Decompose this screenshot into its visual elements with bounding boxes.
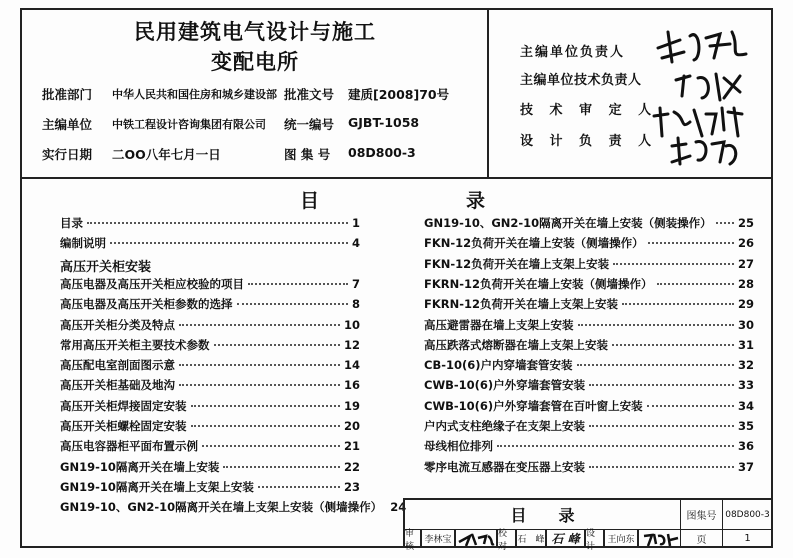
dot-leader bbox=[202, 445, 340, 447]
toc-entry-page: 21 bbox=[343, 439, 360, 454]
page-number: 1 bbox=[722, 529, 773, 548]
responsible-label: 技 术 审 定 人 bbox=[520, 103, 658, 118]
toc-entry-page: 30 bbox=[737, 317, 754, 332]
toc-heading-right: 录 bbox=[466, 190, 486, 212]
toc-entry-title: 高压开关柜分类及特点 bbox=[60, 317, 175, 332]
dot-leader bbox=[497, 445, 734, 447]
reviewer-signature bbox=[455, 529, 497, 548]
toc-entry[interactable] bbox=[424, 377, 754, 395]
toc-entry-title: CWB-10(6)户外穿墙套管安装 bbox=[424, 378, 586, 393]
checker-signature: 石 峰 bbox=[546, 529, 585, 548]
toc-entry-page: 4 bbox=[351, 236, 360, 251]
toc-entry-title: CWB-10(6)户外穿墙套管在百叶窗上安装 bbox=[424, 398, 643, 413]
dot-leader bbox=[191, 425, 340, 427]
dot-leader bbox=[647, 405, 734, 407]
toc-entry-page: 19 bbox=[343, 398, 360, 413]
responsible-label: 主编单位负责人 bbox=[520, 45, 626, 60]
dot-leader bbox=[589, 466, 734, 468]
toc-entry[interactable] bbox=[60, 296, 360, 314]
toc-entry[interactable] bbox=[60, 317, 360, 335]
dot-leader bbox=[657, 283, 734, 285]
dot-leader bbox=[214, 344, 340, 346]
toc-entry-title: 高压配电室剖面图示意 bbox=[60, 358, 175, 373]
toc-entry-title: 高压避雷器在墙上支架上安装 bbox=[424, 317, 574, 332]
toc-entry-title: 母线相位排列 bbox=[424, 439, 493, 454]
toc-entry-title: GN19-10隔离开关在墙上支架上安装 bbox=[60, 479, 254, 494]
dot-leader bbox=[577, 364, 734, 366]
meta-value: 中铁工程设计咨询集团有限公司 bbox=[112, 118, 266, 131]
dot-leader bbox=[648, 242, 734, 244]
toc-entry[interactable] bbox=[60, 418, 360, 436]
dot-leader bbox=[179, 324, 340, 326]
toc-entry[interactable] bbox=[60, 398, 360, 416]
toc-entry-page: 23 bbox=[343, 479, 360, 494]
dot-leader bbox=[191, 405, 340, 407]
designer-name: 王向东 bbox=[604, 529, 638, 548]
toc-entry-page: 35 bbox=[737, 419, 754, 433]
dot-leader bbox=[613, 263, 734, 265]
toc-entry-page: 34 bbox=[737, 398, 754, 413]
toc-entry-title: 常用高压开关柜主要技术参数 bbox=[60, 337, 210, 352]
dot-leader bbox=[258, 486, 340, 488]
toc-entry[interactable] bbox=[60, 215, 360, 233]
toc-entry-page: 14 bbox=[343, 358, 360, 373]
dot-leader bbox=[179, 364, 340, 366]
toc-entry[interactable] bbox=[424, 357, 754, 375]
toc-entry-page: 16 bbox=[343, 378, 360, 393]
dot-leader bbox=[110, 242, 348, 244]
meta-value: GJBT-1058 bbox=[348, 115, 420, 130]
toc-entry-page: 20 bbox=[343, 419, 360, 433]
toc-entry-page: 25 bbox=[737, 216, 754, 230]
toc-entry-page: 1 bbox=[351, 216, 360, 230]
design-label: 设计 bbox=[585, 529, 604, 548]
meta-value: 建质[2008]70号 bbox=[348, 87, 450, 102]
toc-entry-page: 28 bbox=[737, 276, 754, 291]
atlas-label: 图集号 bbox=[680, 498, 723, 530]
atlas-number: 08D800-3 bbox=[722, 498, 773, 530]
divider bbox=[20, 177, 773, 179]
toc-entry[interactable] bbox=[60, 276, 360, 294]
meta-value: 二OO八年七月一日 bbox=[112, 147, 221, 162]
responsible-label: 主编单位技术负责人 bbox=[520, 73, 642, 88]
toc-entry-title: GN19-10、GN2-10隔离开关在墙上支架上安装（侧墙操作） bbox=[60, 500, 383, 515]
toc-entry-title: 编制说明 bbox=[60, 236, 106, 251]
toc-entry-title: CB-10(6)户内穿墙套管安装 bbox=[424, 358, 573, 373]
toc-entry-title: 零序电流互感器在变压器上安装 bbox=[424, 459, 585, 474]
dot-leader bbox=[87, 222, 348, 224]
toc-entry[interactable] bbox=[60, 479, 360, 497]
toc-entry[interactable] bbox=[60, 256, 360, 274]
dot-leader bbox=[589, 425, 734, 427]
toc-heading-left: 目 bbox=[300, 190, 320, 212]
toc-entry-title: GN19-10隔离开关在墙上安装 bbox=[60, 459, 220, 474]
toc-entry[interactable] bbox=[424, 337, 754, 355]
toc-entry[interactable] bbox=[424, 418, 754, 436]
toc-entry[interactable] bbox=[60, 337, 360, 355]
toc-entry-title: 高压开关柜焊接固定安装 bbox=[60, 398, 187, 413]
toc-entry-title: FKRN-12负荷开关在墙上支架上安装 bbox=[424, 297, 619, 312]
dot-leader bbox=[589, 384, 734, 386]
toc-entry-page: 36 bbox=[737, 439, 754, 454]
review-label: 审核 bbox=[403, 529, 421, 548]
atlas-title: 民用建筑电气设计与施工 bbox=[134, 20, 376, 44]
toc-entry[interactable] bbox=[424, 398, 754, 416]
toc-entry[interactable] bbox=[424, 459, 754, 477]
toc-entry[interactable] bbox=[60, 459, 360, 477]
meta-label: 图 集 号 bbox=[284, 147, 331, 162]
toc-entry[interactable] bbox=[60, 499, 407, 517]
dot-leader bbox=[716, 222, 734, 224]
toc-entry-title: GN19-10、GN2-10隔离开关在墙上安装（侧装操作） bbox=[424, 216, 712, 230]
toc-entry[interactable] bbox=[424, 215, 754, 233]
checker-name: 石 峰 bbox=[516, 529, 546, 548]
toc-entry-page: 31 bbox=[737, 337, 754, 352]
toc-entry-title: 高压开关柜安装 bbox=[60, 259, 152, 275]
toc-entry[interactable] bbox=[424, 235, 754, 253]
toc-entry-title: 户内式支柱绝缘子在支架上安装 bbox=[424, 419, 585, 433]
toc-entry-title: 高压电容器柜平面布置示例 bbox=[60, 439, 198, 454]
dot-leader bbox=[237, 303, 348, 305]
toc-entry[interactable] bbox=[424, 438, 754, 456]
toc-entry-page: 12 bbox=[343, 337, 360, 352]
toc-entry-title: FKN-12负荷开关在墙上安装（侧墙操作） bbox=[424, 236, 644, 251]
meta-label: 批准文号 bbox=[284, 87, 335, 102]
toc-entry-page: 37 bbox=[737, 459, 754, 474]
toc-entry[interactable] bbox=[424, 256, 754, 274]
toc-entry[interactable] bbox=[424, 276, 754, 294]
toc-entry[interactable] bbox=[424, 296, 754, 314]
title-block-name: 目 录 bbox=[403, 498, 681, 530]
designer-signature bbox=[638, 529, 681, 548]
toc-entry[interactable] bbox=[424, 317, 754, 335]
toc-entry-title: 高压电器及高压开关柜应校验的项目 bbox=[60, 276, 244, 291]
toc-entry-page: 22 bbox=[343, 459, 360, 474]
toc-entry-page: 10 bbox=[343, 317, 360, 332]
toc-entry-page: 29 bbox=[737, 297, 754, 312]
toc-entry-page: 27 bbox=[737, 256, 754, 271]
toc-entry-page: 24 bbox=[390, 500, 407, 515]
reviewer-name: 李林宝 bbox=[421, 529, 455, 548]
toc-entry[interactable] bbox=[60, 357, 360, 375]
toc-entry-title: 目录 bbox=[60, 216, 83, 230]
check-label: 校对 bbox=[497, 529, 516, 548]
toc-entry-title: FKRN-12负荷开关在墙上安装（侧墙操作） bbox=[424, 276, 653, 291]
toc-entry-title: 高压开关柜螺栓固定安装 bbox=[60, 419, 187, 433]
toc-entry[interactable] bbox=[60, 235, 360, 253]
dot-leader bbox=[612, 344, 734, 346]
meta-label: 统一编号 bbox=[284, 117, 335, 132]
meta-label: 批准部门 bbox=[42, 87, 93, 102]
responsible-label: 设 计 负 责 人 bbox=[520, 134, 658, 149]
toc-entry[interactable] bbox=[60, 377, 360, 395]
page-label: 页 bbox=[680, 529, 723, 548]
toc-entry-page: 33 bbox=[737, 378, 754, 393]
toc-entry-page: 7 bbox=[351, 276, 360, 291]
meta-label: 主编单位 bbox=[42, 117, 93, 132]
dot-leader bbox=[248, 283, 348, 285]
meta-label: 实行日期 bbox=[42, 147, 93, 162]
dot-leader bbox=[223, 466, 340, 468]
toc-entry-page: 32 bbox=[737, 358, 754, 373]
toc-entry[interactable] bbox=[60, 438, 360, 456]
meta-value: 中华人民共和国住房和城乡建设部 bbox=[112, 88, 277, 101]
handwritten-signatures bbox=[650, 18, 760, 168]
atlas-subtitle: 变配电所 bbox=[211, 50, 299, 74]
dot-leader bbox=[179, 384, 340, 386]
dot-leader bbox=[578, 324, 734, 326]
toc-entry-title: 高压开关柜基础及地沟 bbox=[60, 378, 175, 393]
toc-entry-title: 高压电器及高压开关柜参数的选择 bbox=[60, 297, 233, 312]
toc-entry-title: FKN-12负荷开关在墙上支架上安装 bbox=[424, 256, 610, 271]
toc-entry-page: 8 bbox=[351, 297, 360, 312]
dot-leader bbox=[622, 303, 734, 305]
toc-entry-title: 高压跌落式熔断器在墙上支架上安装 bbox=[424, 337, 608, 352]
toc-entry-page: 26 bbox=[737, 236, 754, 251]
meta-value: 08D800-3 bbox=[348, 145, 416, 160]
